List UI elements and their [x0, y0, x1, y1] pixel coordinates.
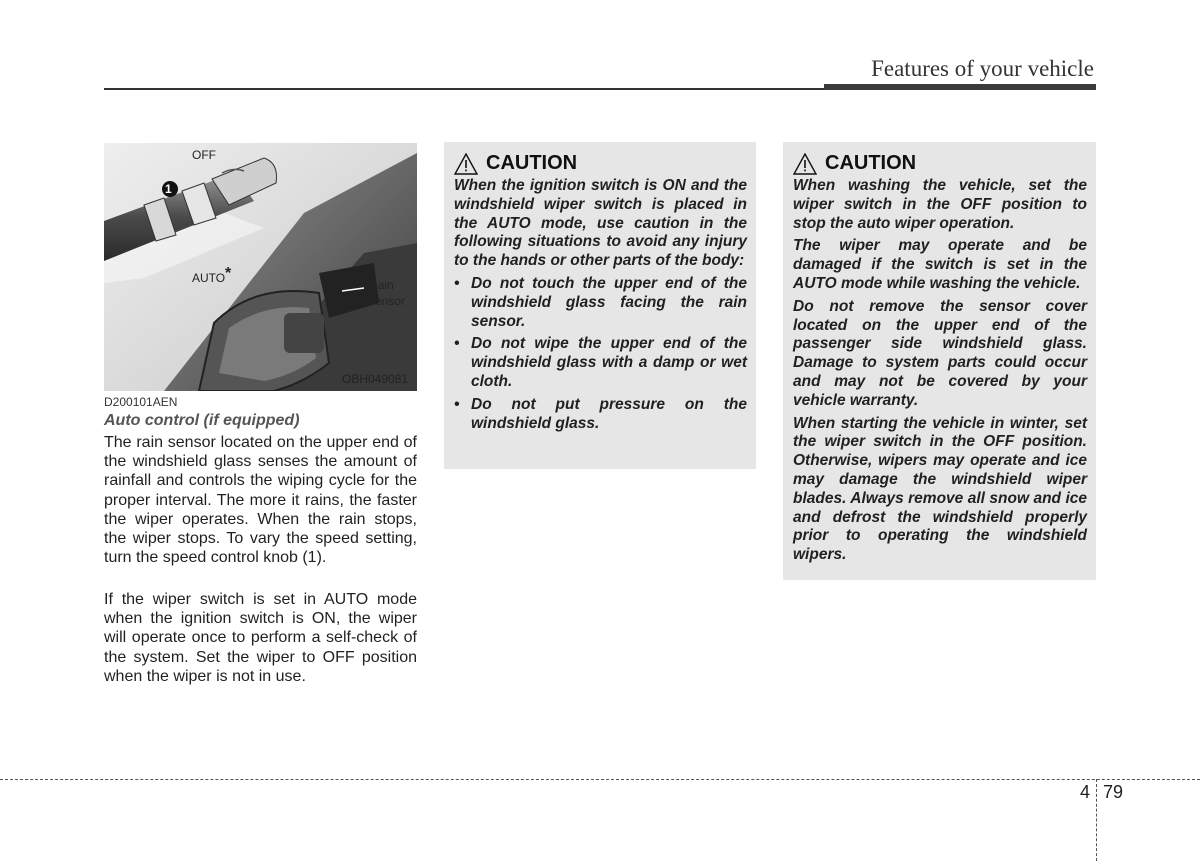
footer-divider — [0, 779, 1200, 780]
sensor-label: sensor — [369, 294, 406, 308]
rain-label: Rain — [369, 278, 394, 292]
warning-triangle-icon — [454, 153, 478, 175]
caution-bullet: • Do not touch the upper end of the windshield glass facing the rain sensor. — [454, 275, 747, 331]
caution-box-washing — [783, 142, 1096, 580]
chapter-number: 4 — [1080, 782, 1091, 802]
warning-triangle-icon — [793, 153, 817, 175]
caution-intro: When the ignition switch is ON and the windshield wiper switch is placed in the AUTO mode, use caution in the following situations to avoid any injury to the hands or other parts of the body: — [454, 177, 747, 270]
body-paragraph: The rain sensor located on the upper end of the windshield glass senses the amount of rainfall and controls the wiping cycle for the proper interval. The more it rains, the faster the wiper operates. When the rain stops, the wiper stops. To vary the speed setting, turn the speed control knob (1). — [104, 434, 417, 567]
auto-asterisk: * — [225, 265, 232, 282]
knob-number-label: 1 — [165, 182, 172, 196]
section-header-title: Features of your vehicle — [871, 56, 1094, 81]
page-number: 79 — [1103, 782, 1124, 802]
caution-bullet: • Do not put pressure on the windshield glass. — [454, 396, 747, 434]
wiper-stalk-drawing — [104, 143, 417, 391]
header-rule-accent — [824, 84, 1096, 90]
caution-title: CAUTION — [825, 152, 917, 174]
body-paragraph: If the wiper switch is set in AUTO mode when the ignition switch is ON, the wiper will operate once to perform a self-check of the system. Set the wiper to OFF position when the wiper is not in use. — [104, 591, 417, 685]
wiper-stalk-illustration — [104, 143, 417, 391]
caution-heading — [454, 152, 747, 175]
document-code: D200101AEN — [104, 395, 178, 409]
header-rule — [104, 88, 824, 90]
caution-paragraph: When starting the vehicle in winter, set the wiper switch in the OFF position. Otherwise, wipers may operate and ice may damage the windshield wiper blades. Always remove all snow and ice and defrost the windshield properly prior to operating the windshield wipers. — [793, 414, 1087, 564]
off-label: OFF — [192, 148, 216, 162]
figure-code: OBH049081 — [342, 372, 409, 386]
footer-page-divider — [1096, 779, 1097, 861]
section-subheading: Auto control (if equipped) — [104, 412, 300, 429]
caution-title: CAUTION — [486, 152, 578, 174]
caution-paragraph: The wiper may operate and be damaged if the switch is set in the AUTO mode while washing the vehicle. — [793, 237, 1087, 292]
caution-box-ignition-auto — [444, 142, 756, 469]
caution-paragraph: Do not remove the sensor cover located on the upper end of the passenger side windshield glass. Damage to system parts could occur and may not be covered by your vehicle warranty. — [793, 297, 1087, 409]
caution-paragraph: When washing the vehicle, set the wiper switch in the OFF position to stop the auto wiper operation. — [793, 177, 1087, 232]
caution-bullet: • Do not wipe the upper end of the windshield glass with a damp or wet cloth. — [454, 335, 747, 391]
auto-label: AUTO — [192, 271, 226, 285]
caution-heading — [793, 152, 1087, 175]
caution-list — [454, 275, 747, 433]
